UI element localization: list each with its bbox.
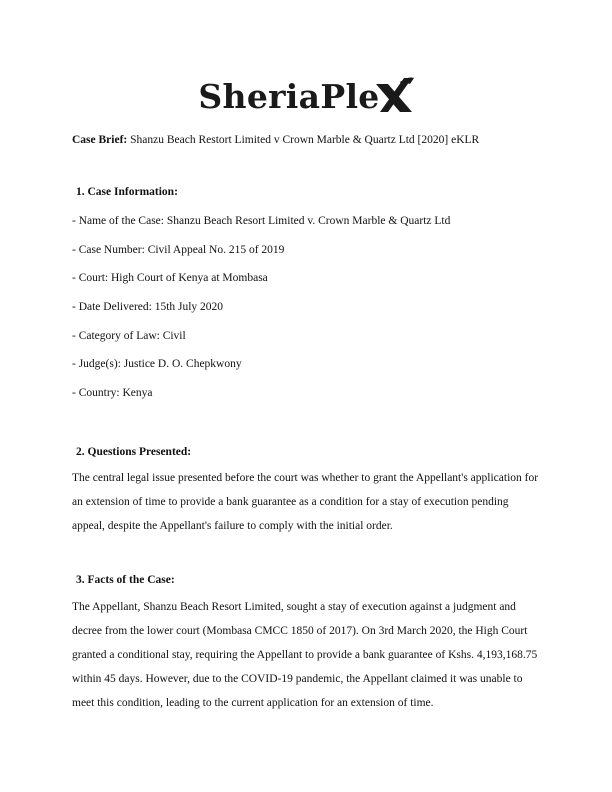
case-brief-label: Case Brief: xyxy=(72,134,128,146)
section-heading-facts: 3. Facts of the Case: xyxy=(76,574,175,586)
case-info-date: - Date Delivered: 15th July 2020 xyxy=(72,301,224,313)
section-heading-questions-presented: 2. Questions Presented: xyxy=(76,446,192,458)
case-info-category: - Category of Law: Civil xyxy=(72,330,186,342)
sheriaplex-logo xyxy=(0,72,612,122)
case-info-country: - Country: Kenya xyxy=(72,387,153,399)
logo-wordmark: SheriaPle xyxy=(198,77,380,116)
case-brief-title-line xyxy=(72,133,479,147)
case-info-court: - Court: High Court of Kenya at Mombasa xyxy=(72,272,268,284)
section-heading-case-information: 1. Case Information: xyxy=(76,186,178,198)
case-info-name: - Name of the Case: Shanzu Beach Resort Limited v. Crown Marble & Quartz Ltd xyxy=(72,215,451,227)
case-info-number: - Case Number: Civil Appeal No. 215 of 2019 xyxy=(72,244,285,256)
case-brief-title: Shanzu Beach Restort Limited v Crown Marble & Quartz Ltd [2020] eKLR xyxy=(130,134,480,146)
questions-presented-paragraph: The central legal issue presented before the court was whether to grant the Appellant's application for an extension of time to provide a bank guarantee as a condition for a stay of execution pending appeal, despite the Appellant's failure to comply with the initial order. xyxy=(72,472,539,532)
case-info-judges: - Judge(s): Justice D. O. Chepkwony xyxy=(72,358,242,370)
facts-paragraph: The Appellant, Shanzu Beach Resort Limited, sought a stay of execution against a judgment and decree from the lower court (Mombasa CMCC 1850 of 2017). On 3rd March 2020, the High Court granted a conditional stay, requiring the Appellant to provide a bank guarantee of Kshs. 4,193,168.75 within 45 days. However, due to the COVID-19 pandemic, the Appellant claimed it was unable to meet this condition, leading to the current application for an extension of time. xyxy=(72,601,538,709)
logo-x-mark-icon xyxy=(374,72,414,122)
